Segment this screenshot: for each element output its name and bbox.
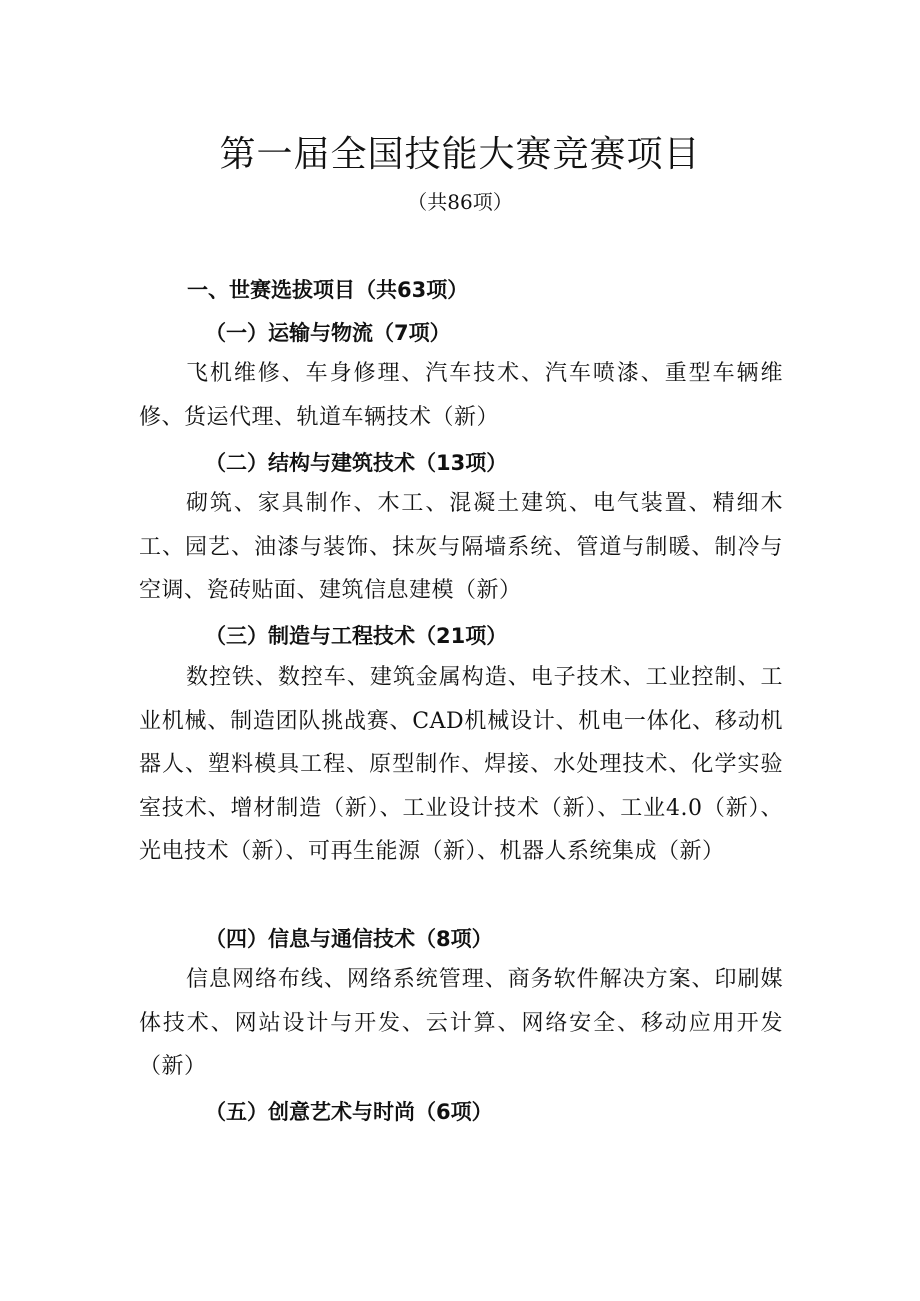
group-heading-construction: （二）结构与建筑技术（13项） [205, 451, 508, 475]
document-title: 第一届全国技能大赛竞赛项目 [219, 134, 701, 175]
group-items-ict: 信息网络布线、网络系统管理、商务软件解决方案、印刷媒体技术、网站设计与开发、云计算、网络安全、移动应用开发（新） [139, 967, 783, 1079]
group-heading-ict: （四）信息与通信技术（8项） [205, 927, 493, 951]
group-items-manufacturing: 数控铁、数控车、建筑金属构造、电子技术、工业控制、工业机械、制造团队挑战赛、CAD机械设计、机电一体化、移动机器人、塑料模具工程、原型制作、焊接、水处理技术、化学实验室技术、增材制造（新）、工业设计技术（新）、工业4.0（新）、光电技术（新）、可再生能源（新）、机器人系统集成（新） [139, 665, 783, 864]
group-heading-creative-arts: （五）创意艺术与时尚（6项） [205, 1100, 493, 1124]
section-heading: 一、世赛选拔项目（共63项） [187, 278, 469, 302]
document-subtitle: （共86项） [407, 190, 513, 214]
group-heading-transport: （一）运输与物流（7项） [205, 321, 451, 345]
group-items-construction: 砌筑、家具制作、木工、混凝土建筑、电气装置、精细木工、园艺、油漆与装饰、抹灰与隔墙系统、管道与制暖、制冷与空调、瓷砖贴面、建筑信息建模（新） [139, 491, 783, 603]
group-heading-manufacturing: （三）制造与工程技术（21项） [205, 624, 508, 648]
group-items-transport: 飞机维修、车身修理、汽车技术、汽车喷漆、重型车辆维修、货运代理、轨道车辆技术（新） [139, 361, 783, 430]
